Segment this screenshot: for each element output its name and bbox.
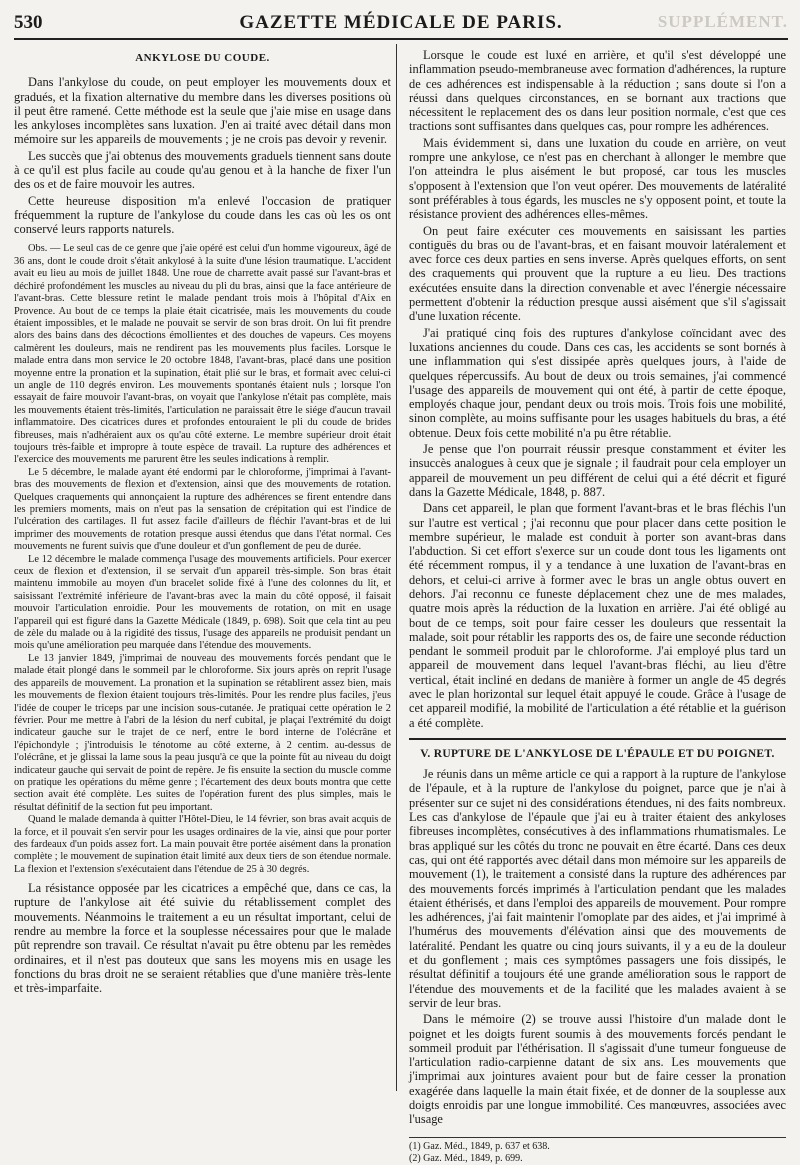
paragraph: Je pense que l'on pourrait réussir presque constamment et éviter les insuccès analogues à ceux que je signale ; il faudrait pour cela employer un appareil de mouvement un peu différent de celui qui a été décrit et figuré dans la Gazette Médicale, 1848, p. 887. [409,442,786,499]
paragraph: J'ai pratiqué cinq fois des ruptures d'ankylose coïncidant avec des luxations anciennes du coude. Dans ces cas, les accidents se sont bornés à une inflammation qui s'est dissipée après quelques jours, à l'aide de quelques répercussifs. Au bout de deux ou trois semaines, j'ai commencé l'usage des appareils de mouvement qui ont été, à partir de cette époque, employés chaque jour, pendant deux ou trois mois. Trois fois une mobilité, sinon complète, au moins suffisante pour les usages habituels du bras, a été obtenue. Deux fois cette mobilité n'a pu être rétablie. [409,325,786,440]
paragraph: Dans l'ankylose du coude, on peut employer les mouvements doux et gradués, et la fixation alternative du membre dans les diverses positions où il peut être ramené. Cette méthode est la seule que j'aie mise en usage dans les ankyloses incomplètes sans luxation. J'en ai traité avec détail dans mon mémoire sur les appareils de mouvements ; je ne crois pas devoir y revenir. [14,75,391,147]
page-header [14,12,788,40]
paragraph: Mais évidemment si, dans une luxation du coude en arrière, on veut rompre une ankylose, ce n'est pas en cherchant à allonger le membre que l'on atteindra le plus aisément le but proposé, car tous les muscles s'opposent à l'extension que l'on veut opérer. Des mouvements de latéralité sont préférables à tous égards, les muscles ne s'y opposent point, et toute la résistance provient des adhérences elles-mêmes. [409,135,786,222]
observation-paragraph: Le 12 décembre le malade commença l'usage des mouvements artificiels. Pour exercer ceux de flexion et d'extension, il se servait d'un appareil très-simple. Son bras était maintenu immobile au moyen d'un bracelet solide fixé à l'une des colonnes du lit, et saisissant l'extrémité inférieure de l'avant-bras avec la main du côté opposé, il faisait mouvoir l'articulation enroidie. Pour les mouvements de rotation, on mit en usage l'appareil qui est figuré dans la Gazette Médicale (1849, p. 698). Soit que cela tint au peu de zèle du malade ou à la rigidité des tissus, l'usage des appareils ne produisit pendant un mois qu'une amélioration peu marquée dans l'étendue des mouvements. [14,553,391,652]
paragraph: On peut faire exécuter ces mouvements en saisissant les parties contiguës du bras ou de l'avant-bras, et en faisant mouvoir latéralement et avec force ces deux parties en sens inverse. Après quelques efforts, on sent des craquements qui prouvent que la rupture a eu lieu. Des tractions exécutées ensuite dans la direction convenable et avec l'énergie nécessaire permettent d'obtenir la réduction presque aussi aisément que s'il s'agissait d'une luxation récente. [409,223,786,324]
paragraph: La résistance opposée par les cicatrices a empêché que, dans ce cas, la rupture de l'ankylose ait été suivie du rétablissement complet des mouvements. Néanmoins le traitement a eu un résultat important, celui de rendre au membre la force et la souplesse nécessaires pour que le malade pût reprendre son travail. Ce résultat n'avait pu être obtenu par les remèdes ordinaires, et il n'est pas douteux que sans les moyens mis en usage les fonctions du bras droit ne se seraient rétablies que d'une manière très-lente et très-imparfaite. [14,881,391,996]
paragraph: Je réunis dans un même article ce qui a rapport à la rupture de l'ankylose de l'épaule, et à la rupture de l'ankylose du poignet, parce que je n'ai à présenter sur ce sujet ni des considérations étendues, ni des faits nombreux. Les cas d'ankylose de l'épaule que j'ai eu à traiter étaient des ankyloses fibreuses incomplètes, consécutives à des inflammations rhumatismales. Le bras appliqué sur les côtés du tronc ne pouvait en être écarté. Dans ces deux cas, qui ont été rapportés avec détail dans mon mémoire sur les appareils de mouvement (1), le traitement a consisté dans la rupture des adhérences par des mouvements forcés imprimés à l'articulation pendant que les malades étaient éthérisés, et dans l'emploi des appareils de mouvement. Pour rompre les adhérences, j'ai fait maintenir l'omoplate par des aides, et j'ai imprimé à l'humérus des mouvements d'élévation ainsi que des mouvements de latéralité. Pendant les quatre ou cinq jours suivants, il y a eu de la douleur et du gonflement ; mais ces symptômes passagers une fois dissipés, le résultat définitif a toujours été une grande amélioration sous le rapport de l'étendue des mouvements et de la facilité que les malades avaient à se servir de leur bras. [409,767,786,1010]
observation-paragraph: Obs. — Le seul cas de ce genre que j'aie opéré est celui d'un homme vigoureux, âgé de 36 ans, dont le coude droit s'était ankylosé à la suite d'une lésion traumatique. L'accident avait eu lieu au mois de juillet 1848. Une roue de charrette avait passé sur l'avant-bras et déchiré profondément les muscles au niveau du pli du bras, ainsi que la face antérieure de l'avant-bras. Cette blessure retint le malade pendant trois mois à l'hôpital d'Aix en Provence. Au bout de ce temps la plaie était cicatrisée, mais les mouvements du coude étaient impossibles, et le malade ne pouvait se servir de son bras droit. On lui fit prendre alors des bains dans des décoctions émollientes et des douches de vapeurs. Ces moyens calmèrent les douleurs, mais ne rendirent pas les mouvements plus faciles. Lorsque le malade entra dans mon service le 20 octobre 1848, l'avant-bras, placé dans une position moyenne entre la pronation et la supination, était plié sur le bras, et formait avec celui-ci un angle de 110 degrés environ. Les mouvements spontanés étaient nuls ; lorsque l'on essayait de faire mouvoir l'avant-bras, on voyait que l'ankylose n'était pas complète, mais les mouvements étaient très-limités, l'articulation ne paraissait être le siége d'aucun travail inflammatoire. Des cicatrices dures et profondes entouraient le pli du coude de brides fibreuses, mais n'adhéraient aux os qu'au côté externe. Le membre supérieur droit était toujours très-faible et impropre à toute espèce de travail. La rupture des adhérences et l'exercice des mouvements me parurent être les seules indications à remplir. [14,243,391,466]
column-divider [396,44,397,1091]
bleed-through-text: SUPPLÉMENT. [657,12,788,31]
paragraph: Dans le mémoire (2) se trouve aussi l'histoire d'un malade dont le poignet et les doigts furent soumis à des mouvements forcés pendant le sommeil produit par l'éthérisation. Il s'agissait d'une tumeur fongueuse de l'articulation radio-carpienne datant de six ans. Les mouvements que j'imprimai aux jointures avaient pour but de faire cesser la pronation exagérée dans laquelle la main était fixée, et de donner de la souplesse aux doigts enroidis par une longue immobilité. Ces manœuvres, associées avec l'usage [409,1012,786,1127]
observation-paragraph: Le 5 décembre, le malade ayant été endormi par le chloroforme, j'imprimai à l'avant-bras des mouvements de flexion et d'extension, ainsi que des mouvements de rotation. Quelques craquements qui annonçaient la rupture des adhérences se firent entendre dans les premiers moments, mais on n'eut pas la sensation de crépitation qui est l'indice de l'ulcération des cartilages. Il fut assez facile d'ailleurs de fléchir l'avant-bras et de lui imprimer des mouvements de rotation presque aussi étendus que dans l'état normal. Ces mouvements ne furent suivis que d'une douleur et d'un gonflement de peu de durée. [14,466,391,553]
paragraph: Dans cet appareil, le plan que forment l'avant-bras et le bras fléchis l'un sur l'autre est vertical ; j'ai reconnu que pour placer dans cette position le membre supérieur, le malade est conduit à porter son avant-bras dans l'abduction. Si cet effort s'exerce sur un coude dont tous les ligaments ont été récemment rompus, il y a tendance à une luxation de l'avant-bras en dehors, et celui-ci arrive à former avec le bras un angle obtus ouvert en dehors. J'ai reconnu ce funeste déplacement chez une de mes malades, quatre mois après la réduction de la luxation en arrière. J'ai été obligé au bout de ce temps, soit pour faire cesser les douleurs que ressentait la malade, soit pour rétablir les rapports des os, de faire une seconde réduction pendant le sommeil produit par le chloroforme. J'ai employé plus tard un appareil de mouvement dans lequel l'avant-bras fléchi, au lieu d'être vertical, était incliné en dedans de manière à former un angle de 45 degrés avec le plan horizontal sur lequel était appuyé le coude. Grâce à l'usage de cet appareil modifié, la mobilité de l'articulation a été rétablie et la guérison a été complète. [409,501,786,730]
footnote: (1) Gaz. Méd., 1849, p. 637 et 638. [409,1140,550,1152]
paragraph: Cette heureuse disposition m'a enlevé l'occasion de pratiquer fréquemment la rupture de l'ankylose du coude dans les cas où les os ont conservé leurs rapports naturels. [14,193,391,237]
observation-paragraph: Le 13 janvier 1849, j'imprimai de nouveau des mouvements forcés pendant que le malade était plongé dans le sommeil par le chloroforme. Six jours après on reprit l'usage des appareils de mouvement. La pronation et la supination se rétablirent assez bien, mais les mouvements de flexion étaient toujours très-limités. Pour les rendre plus faciles, j'eus l'idée de couper le triceps par une incision sous-cutanée. Je pratiquai cette opération le 2 février. Pour me mettre à l'abri de la lésion du nerf cubital, je plaçai l'extrémité du doigt indicateur gauche sur le trajet de ce nerf, entre le bord interne de l'olécrâne et l'épichondyle ; j'introduisis le ténotome au côté externe, à 2 centim. au-dessus de l'olécrâne, et je glissai la lame sous la peau jusqu'à ce que la pointe fût au niveau du doigt indicateur gauche qui servait de point de repère. Je fis ensuite la section du muscle comme on pratique les opérations du même genre ; l'écartement des deux bouts montra que cette section avait été complète. Les suites de l'opération furent des plus simples, mais le résultat définitif de la section fut peu important. [14,652,391,813]
footnotes [409,1137,786,1165]
paragraph: Les succès que j'ai obtenus des mouvements graduels tiennent sans doute à ce qu'il est plus facile au coude qu'au genou et à la hanche de fixer l'un des os et de faire mouvoir les autres. [14,148,391,192]
footnote: (2) Gaz. Méd., 1849, p. 699. [409,1152,523,1164]
section-title-coude: ANKYLOSE DU COUDE. [135,52,270,64]
paragraph: Lorsque le coude est luxé en arrière, et qu'il s'est développé une inflammation pseudo-membraneuse avec formation d'adhérences, la rupture de ces adhérences est indispensable à la réduction ; sans doute si l'on a réussi dans quelques circonstances, en se bornant aux tractions que nécessitent le replacement des os dans leur position normale, c'est que ces tractions sont suffisantes dans quelques cas, pour rompre les adhérences. [409,48,786,134]
observation-paragraph: Quand le malade demanda à quitter l'Hôtel-Dieu, le 14 février, son bras avait acquis de la force, et il pouvait s'en servir pour les usages ordinaires de la vie, ainsi que pour porter des fardeaux d'un poids assez fort. La main pouvait être portée aisément dans la pronation complète ; le mouvement de supination était limité aux deux tiers de son étendue normale. La flexion et l'extension s'exécutaient dans l'étendue de 25 à 30 degrés. [14,814,391,875]
left-column [14,48,391,998]
right-column [409,48,786,1165]
section-title-epaule-poignet: V. RUPTURE DE L'ANKYLOSE DE L'ÉPAULE ET DU POIGNET. [409,738,786,761]
page-number: 530 [14,12,43,33]
journal-title: GAZETTE MÉDICALE DE PARIS. [239,12,563,33]
